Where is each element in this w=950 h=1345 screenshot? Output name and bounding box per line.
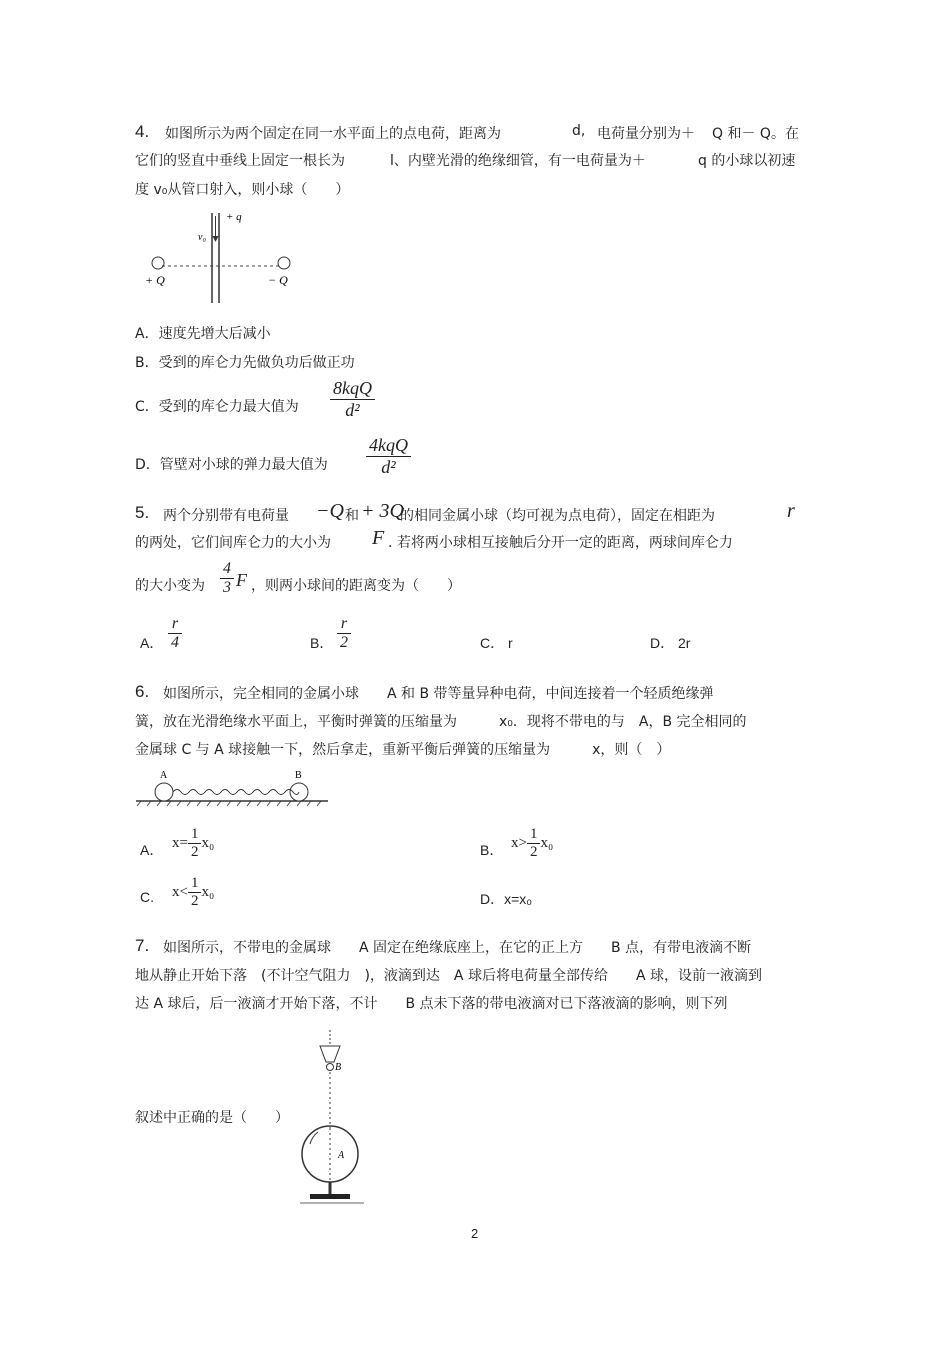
q5-text-line1b: 的相同金属小球（均可视为点电荷），固定在相距为: [400, 508, 715, 524]
q4-option-c-num: 8kqQ: [330, 378, 375, 400]
q6-figure: [136, 768, 331, 808]
q7-figure: [296, 1030, 376, 1208]
q5-text-line3b: ，则两小球间的距离变为（ ）: [251, 578, 461, 594]
q6-fig-label-b: B: [295, 770, 302, 781]
q6-fig-label-a: A: [160, 770, 168, 781]
q4-text-line1b: 电荷量分别为＋: [597, 126, 695, 142]
q6-text-line1: 如图所示，完全相同的金属小球 A 和 B 带等量异种电荷，中间连接着一个轻质绝缘弹: [163, 686, 714, 702]
q6-option-a-fraction: [188, 826, 202, 861]
q5-option-c: C． r: [480, 635, 513, 651]
q4-option-d-den: d²: [381, 457, 396, 477]
q6-option-b-frac-num: 1: [527, 826, 541, 844]
q4-text-line3: 度 v₀从管口射入，则小球（ ）: [135, 182, 350, 198]
q6-option-c: C.: [140, 889, 154, 905]
q6-text-line3: 金属球 C 与 A 球接触一下，然后拿走，重新平衡后弹簧的压缩量为 x，则（ ）: [135, 742, 671, 758]
q5-minus-Q: −Q: [316, 500, 344, 522]
q5-F: F: [372, 527, 385, 549]
q4-option-c: C．受到的库仑力最大值为: [135, 399, 299, 415]
q6-option-a: A．: [140, 842, 164, 858]
q4-Q: Q 和－ Q。在: [712, 126, 799, 142]
q4-option-d-num: 4kqQ: [366, 435, 411, 457]
q4-fig-v0: v₀: [198, 232, 206, 243]
q4-fig-plus-q: + q: [226, 211, 242, 223]
q4-d: d,: [572, 123, 586, 139]
q4-number: 4.: [135, 122, 150, 141]
page-number: 2: [471, 1226, 479, 1241]
q4-text-line1: 如图所示为两个固定在同一水平面上的点电荷，距离为: [165, 126, 501, 142]
q4-option-c-fraction: [330, 378, 375, 421]
q7-text-line1: 如图所示，不带电的金属球 A 固定在绝缘底座上，在它的正上方 B 点，有带电液滴不断: [163, 940, 752, 956]
q5-number: 5.: [135, 503, 150, 522]
q4-text-line2: 它们的竖直中垂线上固定一根长为: [135, 153, 345, 169]
q6-option-c-rhs: x₀: [201, 883, 215, 900]
q5-text-line1a: 两个分别带有电荷量: [163, 508, 289, 524]
q5-F2: F: [236, 570, 247, 590]
q6-option-b-expr: [511, 826, 553, 861]
q7-text-line2: 地从静止开始下落 (不计空气阻力 )，液滴到达 A 球后将电荷量全部传给 A 球，设前一液滴到: [135, 968, 762, 984]
q6-option-c-frac-den: 2: [190, 893, 199, 909]
q5-frac-den: 3: [223, 579, 231, 596]
q4-q: q 的小球以初速: [698, 153, 796, 169]
q4-fig-plusQ: + Q: [145, 273, 165, 287]
q5-option-a-num: r: [168, 615, 182, 634]
q5-and: 和: [345, 508, 359, 524]
q4-option-c-den: d²: [345, 400, 360, 420]
q5-option-a: A．: [140, 635, 164, 651]
q6-option-d: D．x=x₀: [480, 891, 533, 907]
q5-option-b-fraction: [337, 615, 351, 652]
q5-option-b: B．: [310, 635, 334, 651]
q6-option-b-frac-den: 2: [529, 844, 538, 860]
q7-number: 7.: [135, 936, 150, 955]
q6-option-c-expr: [172, 875, 214, 910]
q6-option-c-lhs: x<: [172, 883, 188, 900]
q5-option-a-den: 4: [171, 634, 179, 651]
q7-fig-label-a: A: [338, 1150, 345, 1161]
q5-text-line2a: 的两处，它们间库仑力的大小为: [135, 535, 331, 551]
q5-plus-3Q: + 3Q: [361, 500, 404, 522]
q4-option-d-fraction: [366, 435, 411, 478]
q6-text-line2: 簧，放在光滑绝缘水平面上，平衡时弹簧的压缩量为 x₀．现将不带电的与 A，B 完全相同的: [135, 714, 747, 730]
q6-option-a-frac-den: 2: [190, 844, 199, 860]
q7-text-line4: 叙述中正确的是（ ）: [135, 1110, 289, 1126]
q6-option-b-lhs: x>: [511, 834, 527, 851]
q6-option-c-fraction: [188, 875, 202, 910]
q6-option-b-rhs: x₀: [540, 834, 554, 851]
q6-option-a-frac-num: 1: [188, 826, 202, 844]
q4-option-a: A．速度先增大后减小: [135, 326, 271, 342]
q6-number: 6.: [135, 682, 150, 701]
q5-text-line3a: 的大小变为: [135, 578, 205, 594]
q7-text-line3: 达 A 球后，后一液滴才开始下落，不计 B 点未下落的带电液滴对已下落液滴的影响，则下列: [135, 996, 728, 1012]
q5-r: r: [787, 500, 795, 522]
q4-figure: [140, 208, 310, 308]
q6-option-a-expr: [172, 826, 214, 861]
q4-l: l、内壁光滑的绝缘细管，有一电荷量为＋: [390, 153, 646, 169]
q4-fig-minusQ: − Q: [268, 273, 288, 287]
q5-frac-num: 4: [220, 560, 234, 579]
q5-option-b-num: r: [337, 615, 351, 634]
q6-option-b: B．: [480, 842, 504, 858]
q7-fig-label-b: B: [335, 1062, 342, 1073]
q6-option-b-fraction: [527, 826, 541, 861]
q6-option-a-lhs: x=: [172, 834, 188, 851]
q6-option-c-frac-num: 1: [188, 875, 202, 893]
q4-option-b: B．受到的库仑力先做负功后做正功: [135, 355, 355, 371]
q5-option-b-den: 2: [340, 634, 348, 651]
q5-option-d: D． 2r: [650, 635, 691, 651]
q5-text-line2b: . 若将两小球相互接触后分开一定的距离，两球间库仑力: [388, 535, 733, 551]
q5-option-a-fraction: [168, 615, 182, 652]
q6-option-a-rhs: x₀: [201, 834, 215, 851]
q4-option-d: D．管壁对小球的弹力最大值为: [135, 457, 328, 473]
q5-fraction-4-3: [220, 560, 234, 597]
